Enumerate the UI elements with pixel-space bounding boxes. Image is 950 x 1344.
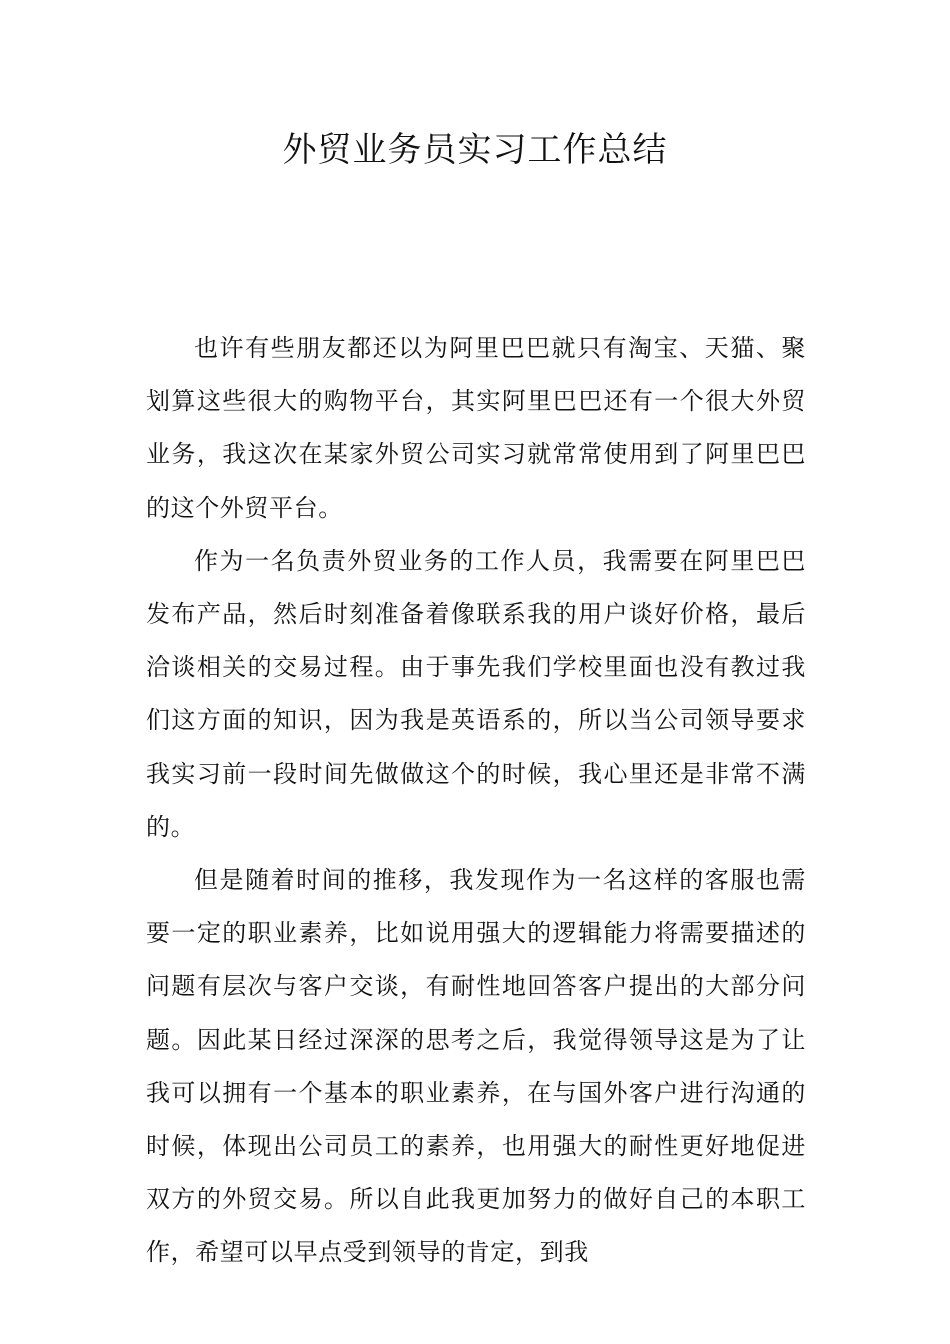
paragraph-1: 也许有些朋友都还以为阿里巴巴就只有淘宝、天猫、聚划算这些很大的购物平台，其实阿里巴巴还有一个很大外贸业务，我这次在某家外贸公司实习就常常使用到了阿里巴巴的这个外贸平台。 (146, 334, 806, 522)
paragraph-3: 但是随着时间的推移，我发现作为一名这样的客服也需要一定的职业素养，比如说用强大的逻辑能力将需要描述的问题有层次与客户交谈，有耐性地回答客户提出的大部分问题。因此某日经过深深的思考之后，我觉得领导这是为了让我可以拥有一个基本的职业素养，在与国外客户进行沟通的时候，体现出公司员工的素养，也用强大的耐性更好地促进双方的外贸交易。所以自此我更加努力的做好自己的本职工作，希望可以早点受到领导的肯定，到我 (146, 866, 806, 1267)
paragraph-2: 作为一名负责外贸业务的工作人员，我需要在阿里巴巴发布产品，然后时刻准备着像联系我的用户谈好价格，最后洽谈相关的交易过程。由于事先我们学校里面也没有教过我们这方面的知识，因为我是英语系的，所以当公司领导要求我实习前一段时间先做做这个的时候，我心里还是非常不满的。 (146, 546, 806, 841)
document-body (146, 322, 806, 1280)
document-title: 外贸业务员实习工作总结 (282, 130, 668, 170)
